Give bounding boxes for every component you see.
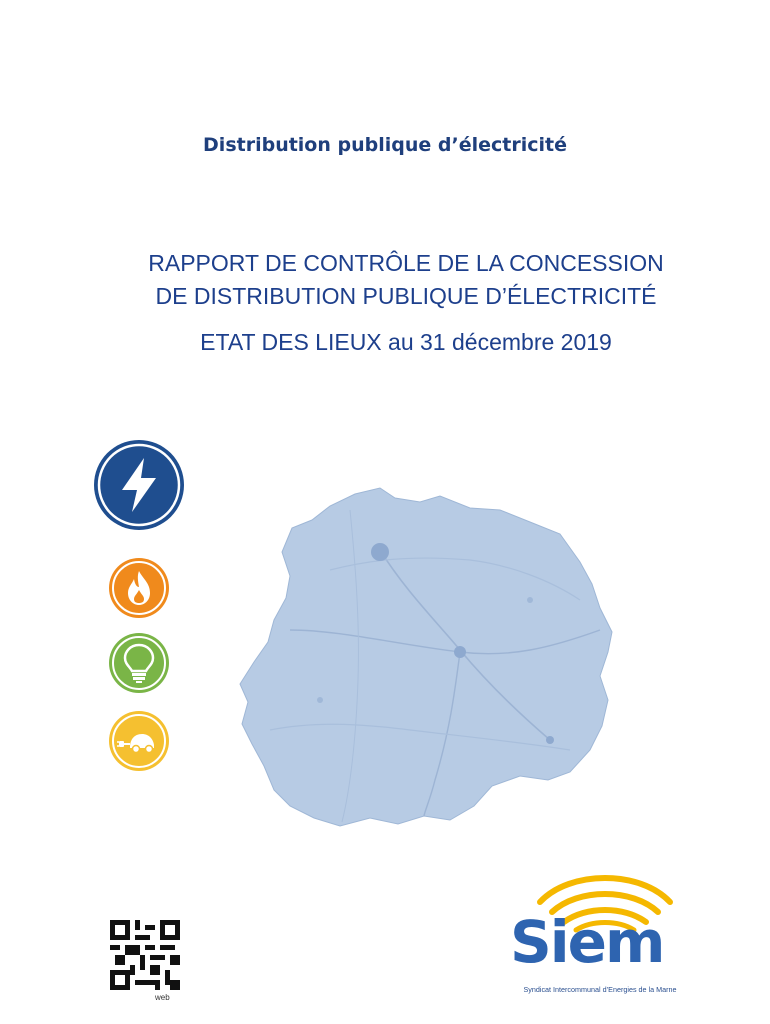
qr-label: web xyxy=(155,993,170,1002)
territory-map xyxy=(230,480,620,850)
lightbulb-icon xyxy=(108,632,170,694)
qr-code[interactable] xyxy=(110,920,180,990)
logo-wordmark: Siem xyxy=(510,908,664,976)
report-supertitle: Distribution publique d’électricité xyxy=(203,134,567,156)
report-title-line-2: DE DISTRIBUTION PUBLIQUE D’ÉLECTRICITÉ xyxy=(155,283,657,309)
flame-icon xyxy=(108,557,170,619)
report-subtitle: ETAT DES LIEUX au 31 décembre 2019 xyxy=(200,329,612,355)
report-title-line-1: RAPPORT DE CONTRÔLE DE LA CONCESSION xyxy=(148,250,664,276)
electric-car-icon xyxy=(108,710,170,772)
logo-tagline: Syndicat Intercommunal d’Energies de la Marne xyxy=(523,985,677,994)
lightning-icon xyxy=(92,438,186,532)
